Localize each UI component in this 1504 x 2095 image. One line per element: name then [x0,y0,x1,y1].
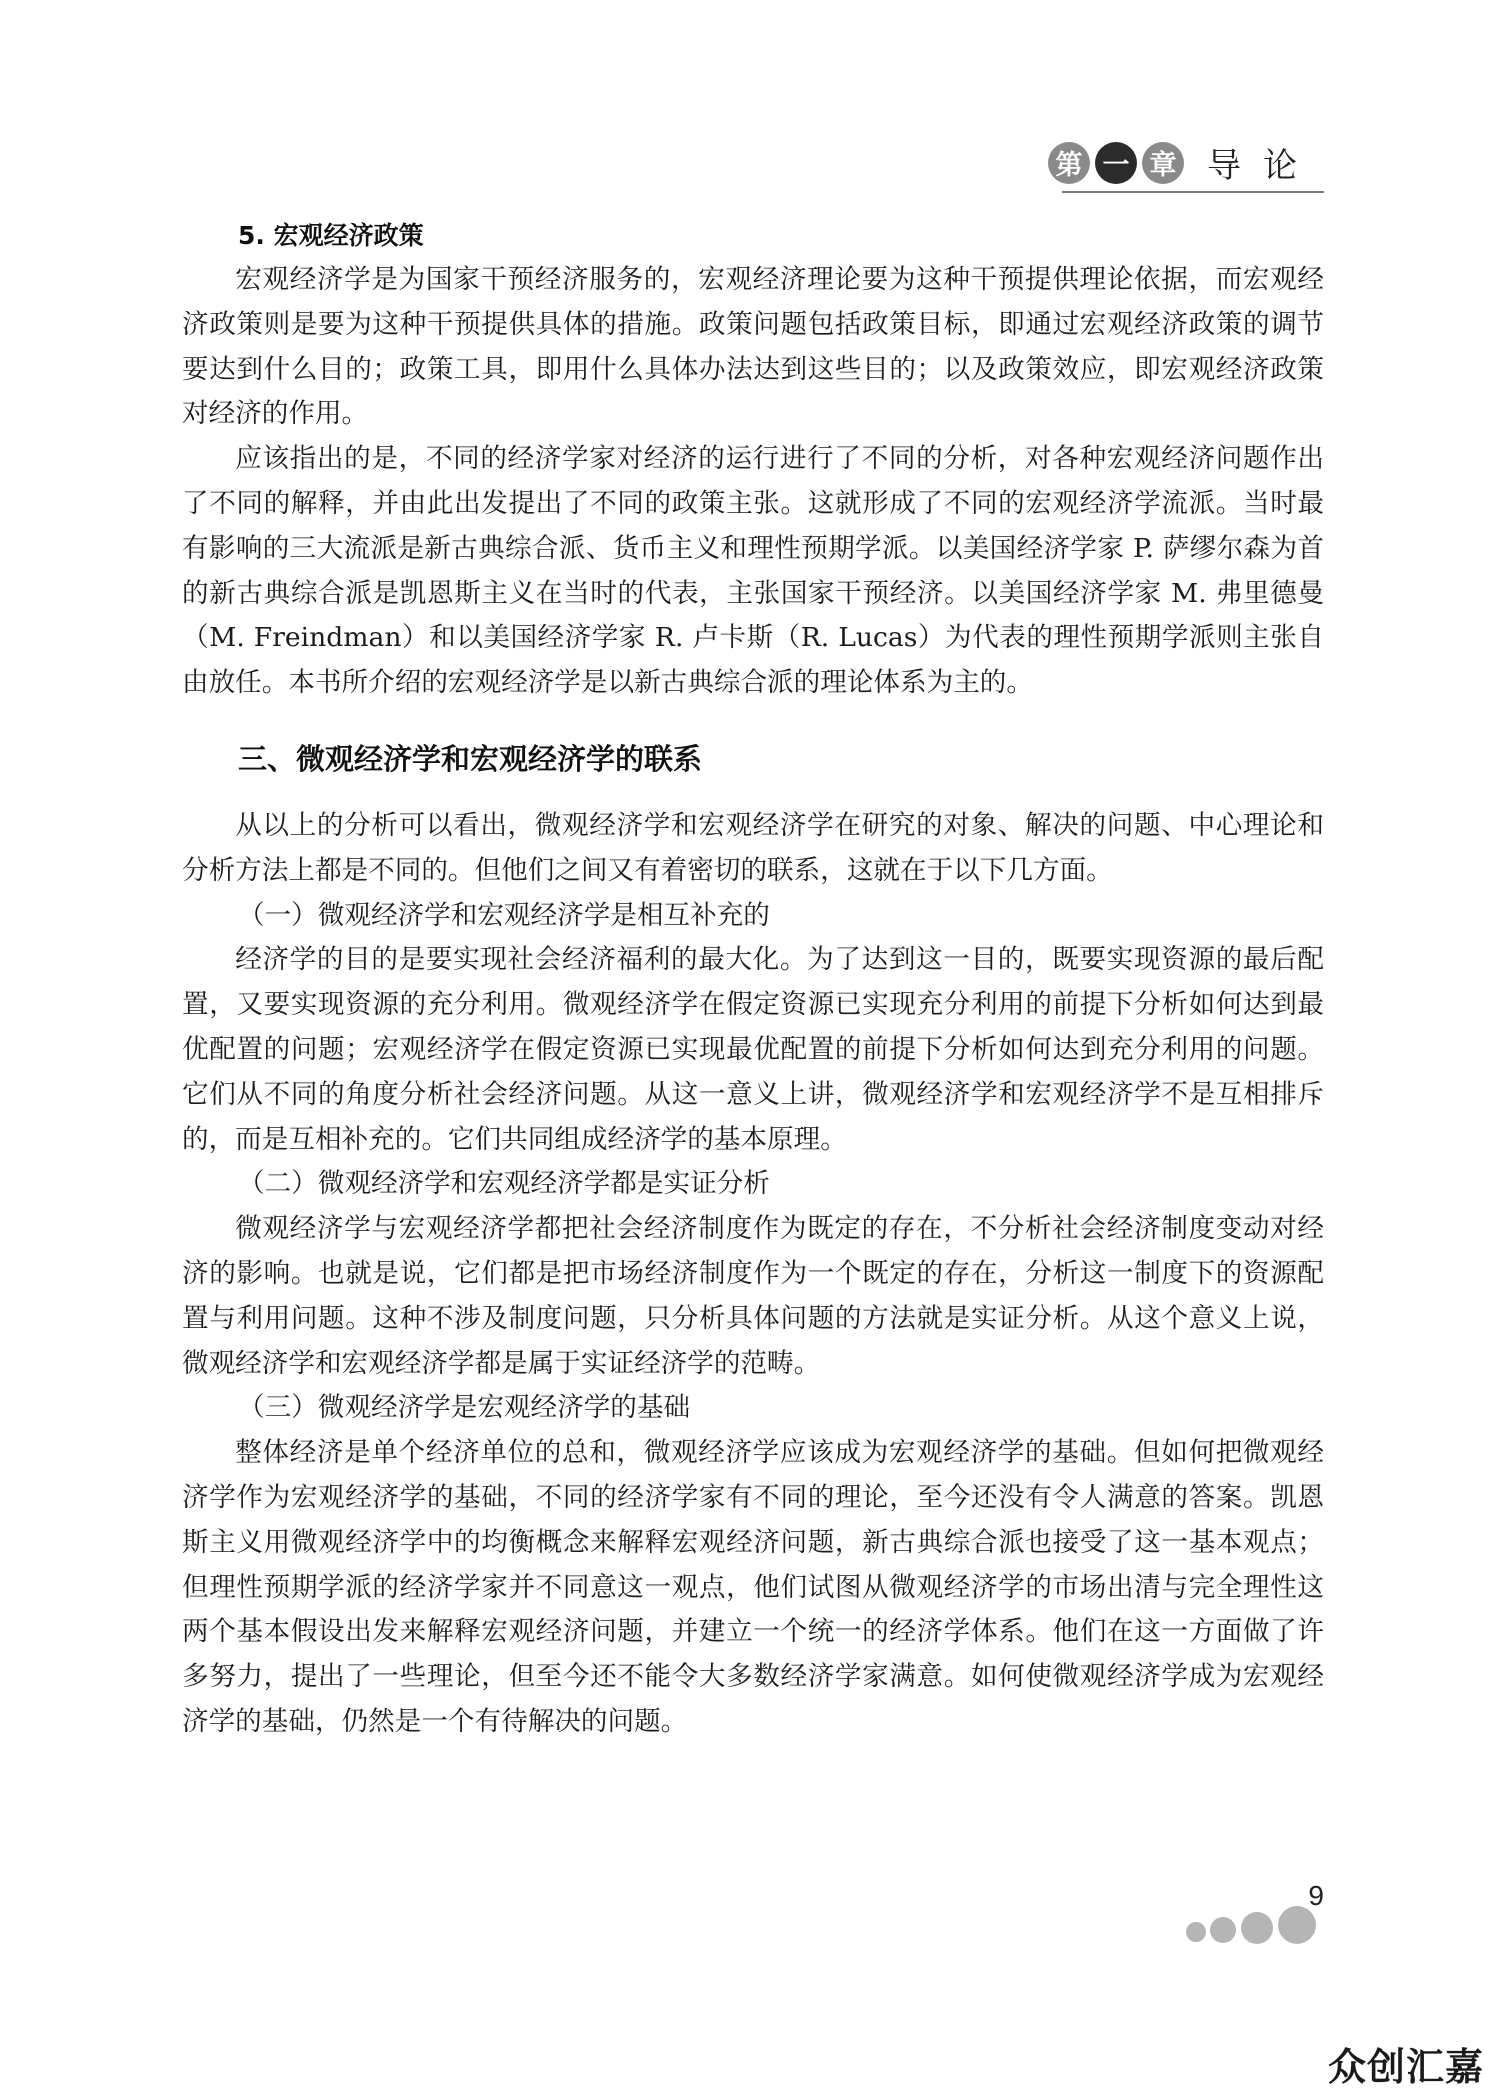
paragraph: 整体经济是单个经济单位的总和，微观经济学应该成为宏观经济学的基础。但如何把微观经济学作为宏观经济学的基础，不同的经济学家有不同的理论，至今还没有令人满意的答案。凯恩斯主义用微观经济学中的均衡概念来解释宏观经济问题，新古典综合派也接受了这一基本观点；但理性预期学派的经济学家并不同意这一观点，他们试图从微观经济学的市场出清与完全理性这两个基本假设出发来解释宏观经济问题，并建立一个统一的经济学体系。他们在这一方面做了许多努力，提出了一些理论，但至今还不能令大多数经济学家满意。如何使微观经济学成为宏观经济学的基础，仍然是一个有待解决的问题。 [182,1437,1324,1737]
header-rule [1062,191,1324,193]
subsection-heading: （二）微观经济学和宏观经济学都是实证分析 [238,1168,770,1200]
decorative-dot [1210,1917,1236,1943]
chapter-suffix-badge: 章 [1142,142,1184,184]
subsection-heading: （一）微观经济学和宏观经济学是相互补充的 [238,899,770,931]
paragraph: 宏观经济学是为国家干预经济服务的，宏观经济理论要为这种干预提供理论依据，而宏观经济政策则是要为这种干预提供具体的措施。政策问题包括政策目标，即通过宏观经济政策的调节要达到什么目的；政策工具，即用什么具体办法达到这些目的；以及政策效应，即宏观经济政策对经济的作用。 [182,264,1324,430]
paragraph: 微观经济学与宏观经济学都把社会经济制度作为既定的存在，不分析社会经济制度变动对经济的影响。也就是说，它们都是把市场经济制度作为一个既定的存在，分析这一制度下的资源配置与利用问题。这种不涉及制度问题，只分析具体问题的方法就是实证分析。从这个意义上说，微观经济学和宏观经济学都是属于实证经济学的范畴。 [182,1213,1324,1379]
watermark-logo: 众创汇嘉 [1328,2045,1485,2089]
decorative-dot [1241,1912,1273,1944]
page-number: 9 [1308,1880,1324,1911]
section-3-heading: 三、微观经济学和宏观经济学的联系 [238,741,703,776]
section-5-heading: 5. 宏观经济政策 [238,221,424,250]
decorative-dot [1186,1922,1206,1942]
chapter-number-badge: 一 [1095,142,1137,184]
decorative-dot [1278,1906,1316,1944]
chapter-header [1048,138,1319,187]
paragraph: 应该指出的是，不同的经济学家对经济的运行进行了不同的分析，对各种宏观经济问题作出了不同的解释，并由此出发提出了不同的政策主张。这就形成了不同的宏观经济学流派。当时最有影响的三大流派是新古典综合派、货币主义和理性预期学派。以美国经济学家 P. 萨缪尔森为首的新古典综合派是凯恩斯主义在当时的代表，主张国家干预经济。以美国经济学家 M. 弗里德曼（M. Freindman）和以美国经济学家 R. 卢卡斯（R. Lucas）为代表的理性预期学派则主张自由放任。本书所介绍的宏观经济学是以新古典综合派的理论体系为主的。 [182,443,1324,699]
subsection-heading: （三）微观经济学是宏观经济学的基础 [238,1392,691,1424]
paragraph: 从以上的分析可以看出，微观经济学和宏观经济学在研究的对象、解决的问题、中心理论和分析方法上都是不同的。但他们之间又有着密切的联系，这就在于以下几方面。 [182,809,1324,886]
page-content [182,214,1324,1745]
chapter-title: 导论 [1207,146,1319,186]
chapter-prefix-badge: 第 [1048,142,1090,184]
paragraph: 经济学的目的是要实现社会经济福利的最大化。为了达到这一目的，既要实现资源的最后配置，又要实现资源的充分利用。微观经济学在假定资源已实现充分利用的前提下分析如何达到最优配置的问题；宏观经济学在假定资源已实现最优配置的前提下分析如何达到充分利用的问题。它们从不同的角度分析社会经济问题。从这一意义上讲，微观经济学和宏观经济学不是互相排斥的，而是互相补充的。它们共同组成经济学的基本原理。 [182,944,1324,1155]
